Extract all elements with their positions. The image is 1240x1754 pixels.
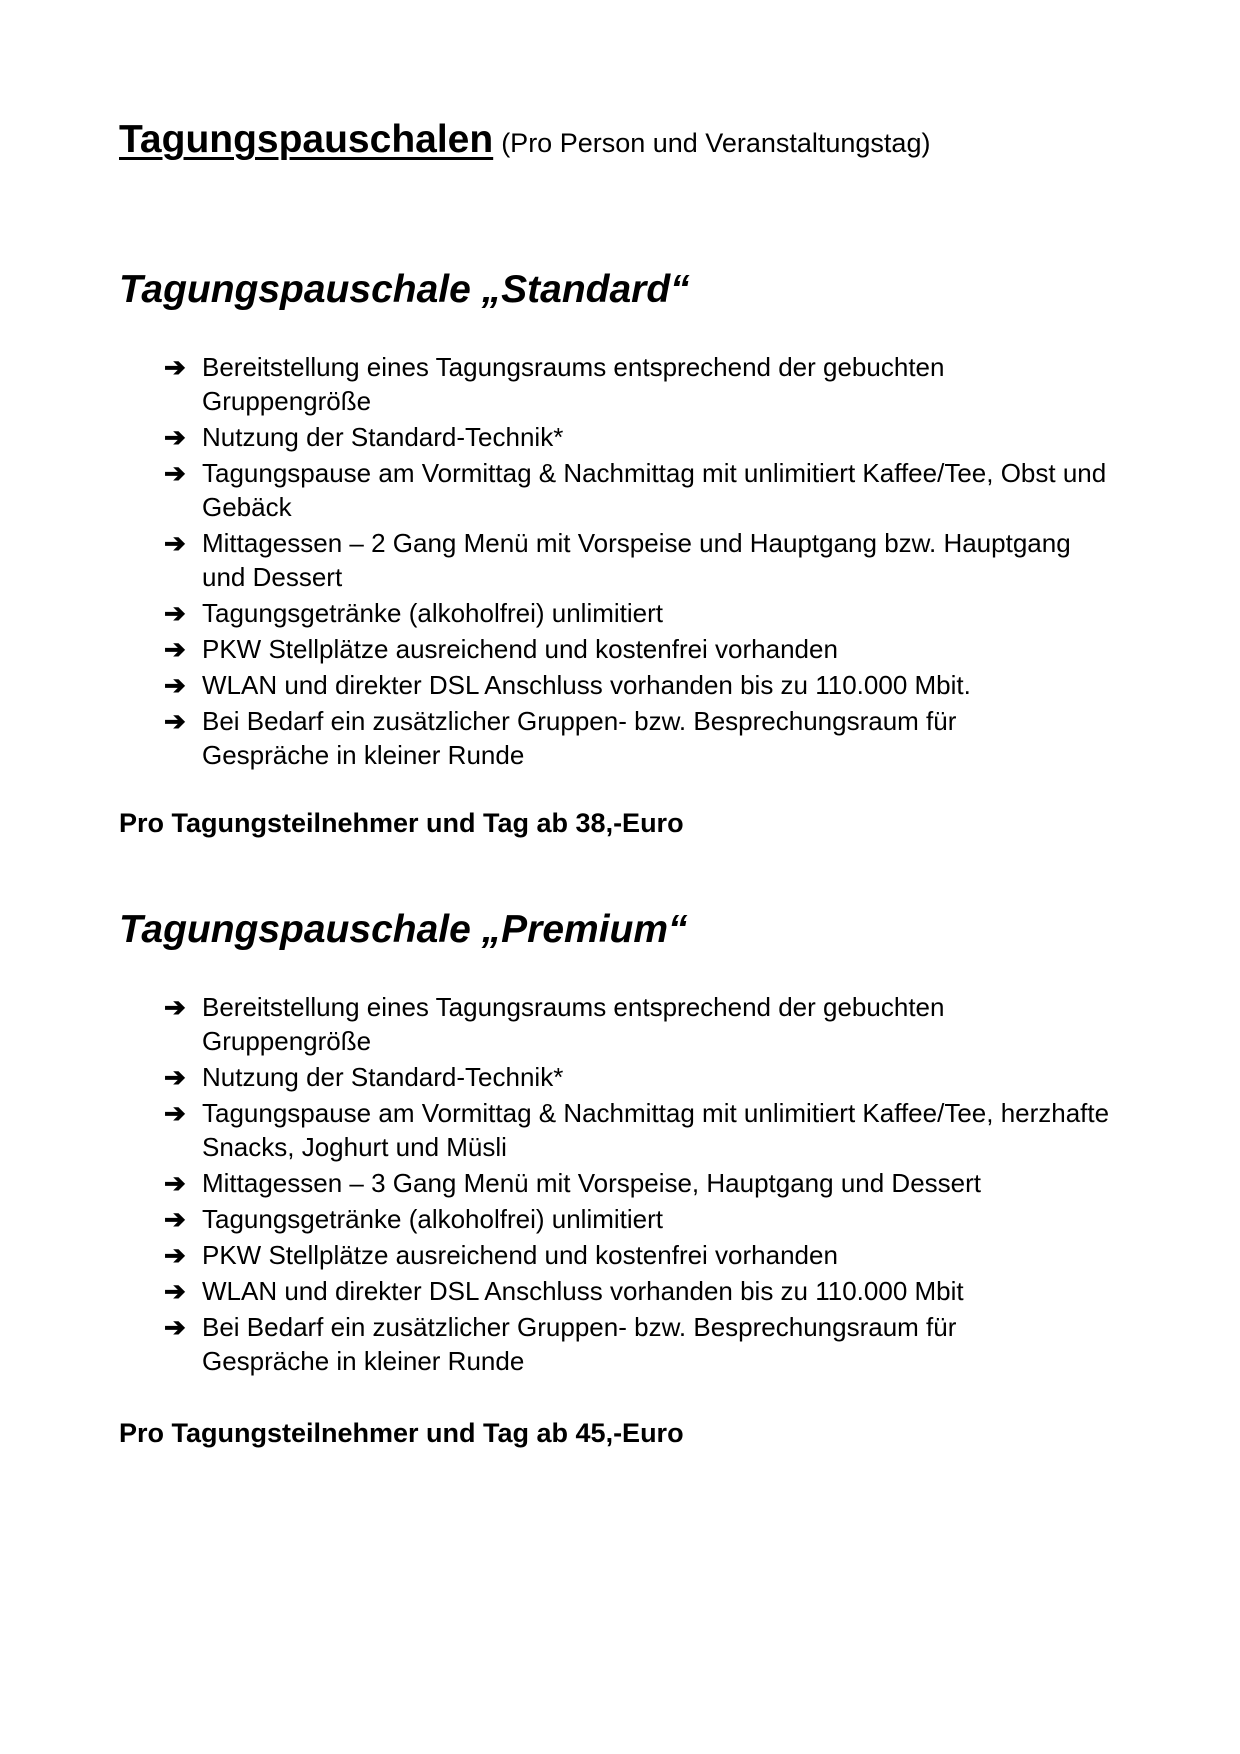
list-item-text: WLAN und direkter DSL Anschluss vorhanden bis zu 110.000 Mbit.: [202, 670, 971, 700]
list-item-text: Nutzung der Standard-Technik*: [202, 1062, 564, 1092]
list-item: [164, 1202, 1164, 1236]
list-item: [164, 596, 1164, 630]
arrow-right-icon: ➔: [164, 992, 186, 1022]
list-item: [164, 1238, 1164, 1272]
price-premium: Pro Tagungsteilnehmer und Tag ab 45,-Euro: [119, 1418, 684, 1448]
page-title-note: (Pro Person und Veranstaltungstag): [501, 128, 931, 158]
list-item: [164, 990, 1164, 1058]
feature-list-standard: [164, 350, 1164, 774]
list-item: [164, 668, 1164, 702]
arrow-right-icon: ➔: [164, 634, 186, 664]
page-title-text: Tagungspauschalen: [119, 118, 494, 161]
list-item: [164, 456, 1164, 524]
arrow-right-icon: ➔: [164, 352, 186, 382]
arrow-right-icon: ➔: [164, 706, 186, 736]
arrow-right-icon: ➔: [164, 1062, 186, 1092]
arrow-right-icon: ➔: [164, 1204, 186, 1234]
list-item-text: WLAN und direkter DSL Anschluss vorhanden bis zu 110.000 Mbit: [202, 1276, 964, 1306]
list-item: [164, 350, 1164, 418]
list-item-text: Tagungspause am Vormittag & Nachmittag mit unlimitiert Kaffee/Tee, Obst und Gebäck: [202, 458, 1107, 522]
list-item-text: Bei Bedarf ein zusätzlicher Gruppen- bzw. Besprechungsraum für Gespräche in kleiner Runde: [202, 1312, 957, 1376]
list-item-text: Tagungsgetränke (alkoholfrei) unlimitiert: [202, 1204, 664, 1234]
list-item: [164, 632, 1164, 666]
arrow-right-icon: ➔: [164, 1098, 186, 1128]
arrow-right-icon: ➔: [164, 598, 186, 628]
arrow-right-icon: ➔: [164, 458, 186, 488]
arrow-right-icon: ➔: [164, 1240, 186, 1270]
arrow-right-icon: ➔: [164, 422, 186, 452]
arrow-right-icon: ➔: [164, 1276, 186, 1306]
arrow-right-icon: ➔: [164, 670, 186, 700]
list-item-text: Bei Bedarf ein zusätzlicher Gruppen- bzw. Besprechungsraum für Gespräche in kleiner Runde: [202, 706, 957, 770]
section-title-standard: Tagungspauschale „Standard“: [119, 268, 690, 311]
list-item-text: Bereitstellung eines Tagungsraums entsprechend der gebuchten Gruppengröße: [202, 992, 945, 1056]
section-title-premium: Tagungspauschale „Premium“: [119, 908, 688, 951]
list-item-text: PKW Stellplätze ausreichend und kostenfrei vorhanden: [202, 634, 838, 664]
feature-list-premium: [164, 990, 1164, 1380]
arrow-right-icon: ➔: [164, 1168, 186, 1198]
list-item-text: Tagungspause am Vormittag & Nachmittag mit unlimitiert Kaffee/Tee, herzhafte Snacks, Joghurt und Müsli: [202, 1098, 1110, 1162]
list-item: [164, 1096, 1164, 1164]
arrow-right-icon: ➔: [164, 528, 186, 558]
list-item-text: PKW Stellplätze ausreichend und kostenfrei vorhanden: [202, 1240, 838, 1270]
list-item-text: Tagungsgetränke (alkoholfrei) unlimitiert: [202, 598, 664, 628]
list-item-text: Bereitstellung eines Tagungsraums entsprechend der gebuchten Gruppengröße: [202, 352, 945, 416]
arrow-right-icon: ➔: [164, 1312, 186, 1342]
list-item: [164, 1060, 1164, 1094]
list-item: [164, 1274, 1164, 1308]
list-item-text: Mittagessen – 3 Gang Menü mit Vorspeise, Hauptgang und Dessert: [202, 1168, 981, 1198]
list-item: [164, 1166, 1164, 1200]
list-item: [164, 704, 1164, 772]
list-item: [164, 526, 1164, 594]
page-title: [119, 118, 930, 162]
list-item-text: Nutzung der Standard-Technik*: [202, 422, 564, 452]
list-item: [164, 420, 1164, 454]
price-standard: Pro Tagungsteilnehmer und Tag ab 38,-Euro: [119, 808, 684, 838]
list-item: [164, 1310, 1164, 1378]
list-item-text: Mittagessen – 2 Gang Menü mit Vorspeise und Hauptgang bzw. Hauptgang und Dessert: [202, 528, 1071, 592]
